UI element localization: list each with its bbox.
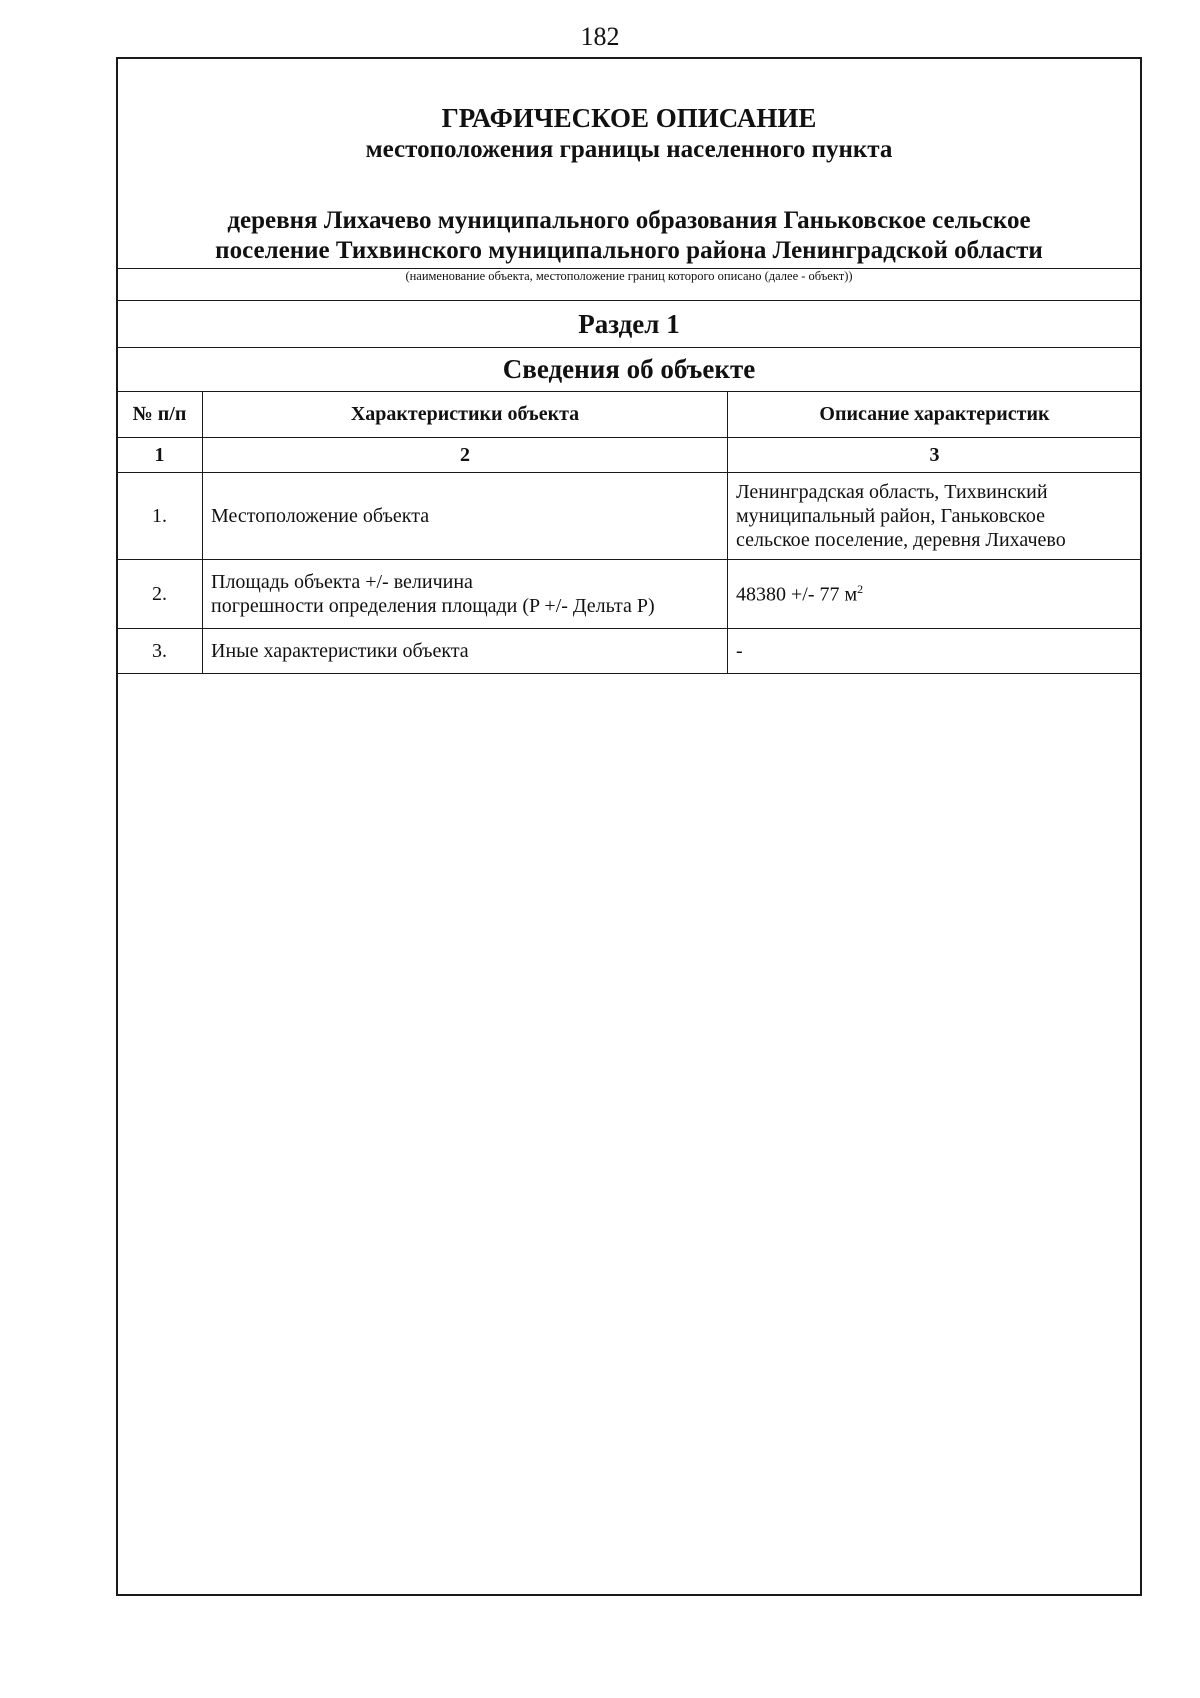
characteristic-line: Площадь объекта +/- величина [211,571,473,593]
row-description: - [728,629,1142,674]
area-unit-superscript: 2 [857,581,864,596]
object-name [118,206,1140,266]
row-characteristic: Местоположение объекта [203,473,728,560]
area-value [728,560,1142,629]
document-frame [116,57,1142,1596]
object-name-line-2: поселение Тихвинского муниципального района Ленинградской области [215,237,1043,264]
row-number: 1. [117,473,203,560]
row-description [728,473,1142,560]
document-subtitle: местоположения границы населенного пункта [365,136,893,163]
object-name-caption: (наименование объекта, местоположение границ которого описано (далее - объект)) [405,269,853,283]
description-line: Ленинградская область, Тихвинский [736,481,1048,503]
table-row [117,473,1142,560]
area-error: 77 [819,583,840,606]
document-header [118,59,1140,268]
characteristic-line: погрешности определения площади (P +/- Дельта P) [211,595,655,617]
row-number: 3. [117,629,203,674]
index-cell-1: 1 [117,438,203,473]
table-row [117,629,1142,674]
section-title: Сведения об объекте [502,354,756,384]
row-number: 2. [117,560,203,629]
table-index-row [117,438,1142,473]
table-row [117,560,1142,629]
page-number: 182 [580,22,620,51]
section-number: Раздел 1 [578,309,680,339]
row-characteristic [203,560,728,629]
description-line: сельское поселение, деревня Лихачево [736,529,1066,551]
index-cell-2: 2 [203,438,728,473]
index-cell-3: 3 [728,438,1142,473]
header-cell-description: Описание характеристик [728,392,1142,438]
document-title: ГРАФИЧЕСКОЕ ОПИСАНИЕ [441,103,817,133]
object-info-table [116,391,1142,674]
object-name-line-1: деревня Лихачево муниципального образования Ганьковское сельское [227,207,1031,234]
row-characteristic: Иные характеристики объекта [203,629,728,674]
header-cell-number: № п/п [117,392,203,438]
area-number: 48380 +/- [736,583,820,606]
description-line: муниципальный район, Ганьковское [736,505,1045,527]
area-unit: м [839,583,858,606]
header-cell-characteristic: Характеристики объекта [203,392,728,438]
table-header-row [117,392,1142,438]
